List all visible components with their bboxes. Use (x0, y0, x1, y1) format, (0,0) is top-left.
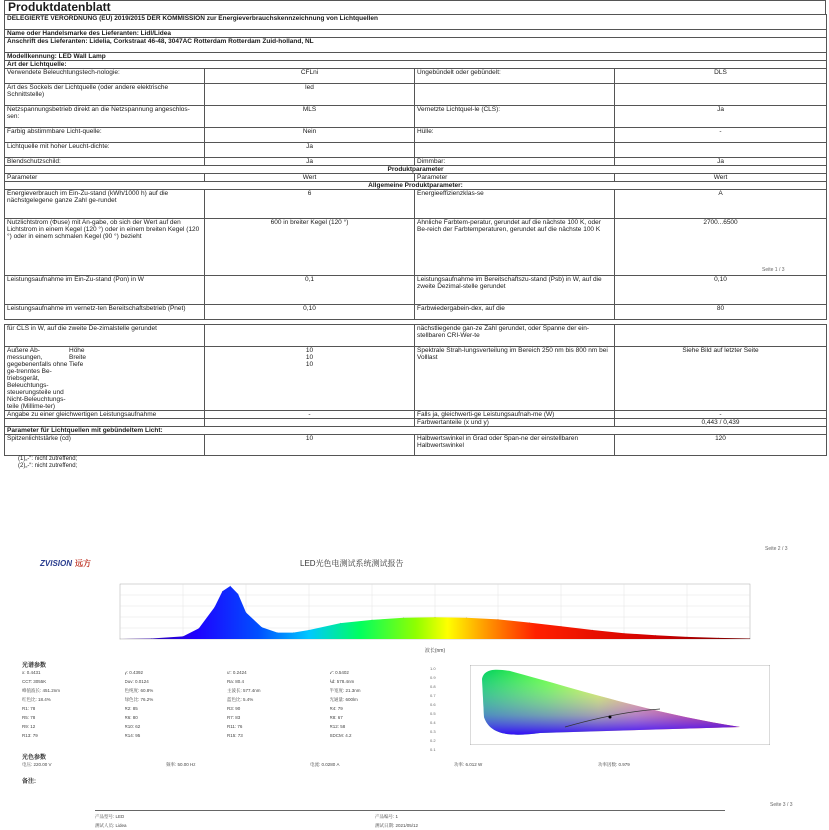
general-param-row (5, 190, 827, 219)
light-source-row (5, 143, 827, 158)
scale-tick: 0.1 (430, 747, 436, 752)
param-value: 600 in breiter Kegel (120 °) (205, 219, 415, 276)
param-value: 0,10 (615, 276, 827, 305)
spd-point (561, 626, 562, 627)
param-value: 0,1 (205, 276, 415, 305)
param-value: led (205, 84, 415, 106)
colorimetric-params (22, 760, 742, 769)
light-source-row (5, 84, 827, 106)
light-source-row (5, 106, 827, 128)
cri-value (615, 325, 827, 347)
spd-point (340, 623, 341, 624)
param-cell: 蓝色比: 5.4% (227, 697, 254, 702)
spd-point (718, 638, 719, 639)
footer-cell: 测试人员: Lidea (95, 823, 127, 828)
param-value: 6 (205, 190, 415, 219)
dimension-label: Höhe (69, 347, 85, 354)
param-cell: R8: 67 (329, 715, 343, 720)
spectral-value: Siehe Bild auf letzter Seite (615, 347, 827, 411)
param-value: 2700...6500 (615, 219, 827, 276)
param-cell: R6: 80 (124, 715, 138, 720)
param-cell: SDCM: 4.2 (329, 733, 352, 738)
sheet-title: Produktdatenblatt (4, 0, 826, 14)
param-label: Verwendete Beleuchtungstech-nologie: (5, 69, 205, 84)
equiv-power-w-label: Falls ja, gleichwerti-ge Leistungsaufnah-me (W) (415, 411, 615, 419)
param-row (22, 668, 432, 677)
light-source-row (5, 158, 827, 166)
dimension-list (69, 347, 202, 410)
logo-text: ZVISION (40, 559, 73, 568)
param-row (22, 695, 432, 704)
param-row (22, 686, 432, 695)
param-cell: Duv: 0.0124 (124, 679, 149, 684)
cls-power-label: für CLS in W, auf die zweite De-zimalstelle gerundet (5, 325, 205, 347)
spd-point (372, 620, 373, 621)
equiv-power-w-value: - (615, 411, 827, 419)
model-id: Modellkennung: LED Wall Lamp (5, 53, 827, 61)
brand-logo (40, 558, 91, 569)
dimension-label: Tiefe (69, 361, 84, 368)
param-cell: R12: 58 (329, 724, 346, 729)
chromaticity-value: 0,443 / 0,439 (615, 419, 827, 427)
spd-point (403, 617, 404, 618)
spd-point (277, 632, 278, 633)
equiv-power-label: Angabe zu einer gleichwertigen Leistungsaufnahme (5, 411, 205, 419)
spd-point (261, 627, 262, 628)
param-value: - (615, 128, 827, 143)
footer-cell: 产品编号: 1 (375, 814, 399, 819)
param-label: Blendschutzschild: (5, 158, 205, 166)
param-label: Nutzlichtstrom (Φuse) mit An-gabe, ob sich der Wert auf den Lichtstrom in einem Kegel (120 °) oder in einem breiten Kegel (120 °) oder in einem schmalen Kegel (90 °) bezieht (5, 219, 205, 276)
peak-intensity-value: 10 (205, 435, 415, 456)
param-cell: R1: 78 (22, 706, 36, 711)
spd-point (498, 619, 499, 620)
page-number-1: Seite 1 / 3 (762, 267, 785, 273)
electrical-cell: 功率: 6.012 W (454, 762, 483, 767)
scale-column (430, 664, 458, 754)
spd-point (293, 632, 294, 633)
param-cell: CCT: 3055K (22, 679, 47, 684)
param-value: A (615, 190, 827, 219)
param-cell: R15: 73 (227, 733, 243, 738)
cie-chromaticity-diagram (470, 665, 770, 745)
param-label: Vernetzte Lichtquel-le (CLS): (415, 106, 615, 128)
param-cell: R13: 79 (22, 733, 38, 738)
beam-angle-label: Halbwertswinkel in Grad oder Span-ne der einstellbaren Halbwertswinkel (415, 435, 615, 456)
scale-tick: 0.8 (430, 684, 436, 689)
param-cell: R3: 90 (227, 706, 241, 711)
dimension-value: 10 (305, 347, 314, 354)
param-value: Ja (205, 158, 415, 166)
param-cell: 绿色比: 76.2% (124, 697, 154, 702)
param-value: CFLni (205, 69, 415, 84)
spectrum-report (0, 540, 829, 829)
logo-cn: 远方 (75, 559, 92, 568)
col-value-1: Wert (205, 174, 415, 182)
spd-point (435, 617, 436, 618)
dimension-value: 10 (305, 354, 314, 361)
param-cell: λd: 578.4nm (329, 679, 355, 684)
param-cell: R7: 83 (227, 715, 241, 720)
param-label: Dimmbar: (415, 158, 615, 166)
product-data-sheet (4, 0, 826, 470)
param-cell: 光通量: 600lm (329, 697, 358, 702)
spd-point (151, 638, 152, 639)
param-label: Lichtquelle mit hoher Leucht-dichte: (5, 143, 205, 158)
param-label: Netzspannungsbetrieb direkt an die Netzspannung angeschlos-sen: (5, 106, 205, 128)
spd-point (183, 636, 184, 637)
cls-power-value (205, 325, 415, 347)
scale-tick: 1.0 (430, 666, 436, 671)
param-cell: R5: 78 (22, 715, 36, 720)
spd-point (230, 586, 231, 587)
cri-label: nächstliegende gan-ze Zahl gerundet, oder Spanne der ein-stellbaren CRI-Wer-te (415, 325, 615, 347)
param-value: Ja (615, 106, 827, 128)
light-source-type: Art der Lichtquelle: (5, 61, 827, 69)
param-label: Energieverbrauch im Ein-Zu-stand (kWh/1000 h) auf die nächstgelegene ganze Zahl ge-rundet (5, 190, 205, 219)
light-source-row (5, 69, 827, 84)
empty-cell (205, 419, 415, 427)
param-value: 80 (615, 305, 827, 320)
product-table-cont (4, 324, 827, 456)
param-label: Leistungsaufnahme im Ein-Zu-stand (Pon) in W (5, 276, 205, 305)
scale-tick: 0.6 (430, 702, 436, 707)
param-label: Farbwiedergabein-dex, auf die (415, 305, 615, 320)
param-cell: 主波长: 577.4nm (227, 688, 261, 693)
dimensions-label: Äußere Ab-messungen, gegebenenfalls ohne ge-trenntes Be-triebsgerät, Beleuchtungs-steuerungsteile und Nicht-Beleuchtungs-teile (Millime-ter) (7, 347, 68, 410)
param-cell: 半宽度: 21.3nm (329, 688, 361, 693)
param-value: Ja (205, 143, 415, 158)
param-value (615, 84, 827, 106)
chromaticity-label: Farbwertanteile (x und y) (415, 419, 615, 427)
param-cell: R10: 62 (124, 724, 141, 729)
spd-point (466, 617, 467, 618)
spd-point (687, 637, 688, 638)
report-title: LED光色电测试系统测试报告 (300, 559, 404, 568)
spectral-label: Spektrale Strah-lungsverteilung im Bereich 250 nm bis 800 nm bei Volllast (415, 347, 615, 411)
param-cell: x: 0.4431 (22, 670, 41, 675)
param-cell: R2: 85 (124, 706, 138, 711)
param-cell: 红色比: 18.4% (22, 697, 51, 702)
param-cell: 峰值波长: 451.2nm (22, 688, 61, 693)
general-param-row (5, 305, 827, 320)
param-cell: R14: 95 (124, 733, 141, 738)
param-value: Ja (615, 158, 827, 166)
regulation-text: DELEGIERTE VERORDNUNG (EU) 2019/2015 DER KOMMISSION zur Energieverbrauchskennzeichnung von Lichtquellen (5, 15, 827, 30)
param-cell: R4: 79 (329, 706, 343, 711)
page-number-3: Seite 3 / 3 (770, 802, 793, 808)
x-axis-label: 波长(nm) (424, 648, 446, 654)
footer-divider (95, 810, 725, 811)
param-cell: u': 0.2424 (227, 670, 247, 675)
directional-header: Parameter für Lichtquellen mit gebündeltem Licht: (5, 427, 827, 435)
electrical-cell: 电流: 0.0280 A (310, 762, 340, 767)
param-value: MLS (205, 106, 415, 128)
electrical-cell: 功率因数: 0.979 (598, 762, 630, 767)
general-param-row (5, 276, 827, 305)
chromaticity-point (609, 716, 612, 719)
dimensions-cell (5, 347, 205, 411)
general-param-row (5, 219, 827, 276)
rows-general-params (5, 190, 827, 320)
param-label: Leistungsaufnahme im Bereitschaftszu-stand (Psb) in W, auf die zweite Dezimal-stelle gerundet (415, 276, 615, 305)
scale-tick: 0.9 (430, 675, 436, 680)
param-label: Leistungsaufnahme im vernetz-ten Bereitschaftsbetrieb (Pnet) (5, 305, 205, 320)
param-label: Energieeffizienzklas-se (415, 190, 615, 219)
photometric-params (22, 668, 432, 740)
product-table (4, 14, 827, 320)
param-row (22, 722, 432, 731)
param-label: Ähnliche Farbtem-peratur, gerundet auf die nächste 100 K, oder Be-reich der Farbtemperaturen, gerundet auf die nächste 100 K (415, 219, 615, 276)
section-photometric: 光谱参数 (22, 663, 47, 669)
footnote-2: (2)„-“: nicht zutreffend; (18, 463, 78, 469)
scale-tick: 0.2 (430, 738, 436, 743)
section-colorimetric: 光色参数 (22, 755, 47, 761)
param-cell: Ra: 80.4 (227, 679, 245, 684)
spd-point (238, 594, 239, 595)
spd-point (655, 635, 656, 636)
scale-tick: 0.3 (430, 729, 436, 734)
col-param-2: Parameter (415, 174, 615, 182)
param-row (22, 731, 432, 740)
electrical-row (22, 760, 742, 769)
param-cell: R9: 12 (22, 724, 36, 729)
param-value: DLS (615, 69, 827, 84)
spd-point (246, 612, 247, 613)
light-source-row (5, 128, 827, 143)
param-label: Farbig abstimmbare Licht-quelle: (5, 128, 205, 143)
dimension-label: Breite (69, 354, 86, 361)
spectrum-chart (95, 582, 755, 657)
param-cell: y: 0.4392 (124, 670, 144, 675)
param-cell: 色纯度: 60.8% (124, 688, 154, 693)
footer-cell: 测试日期: 2021/05/12 (375, 823, 419, 828)
spd-point (222, 591, 223, 592)
dimension-value: 10 (305, 361, 314, 368)
param-value: Nein (205, 128, 415, 143)
supplier-address: Anschrift des Lieferanten: Lidelia, Corkstraat 46-48, 3047AC Rotterdam Rotterdam Zuid-holland, NL (5, 38, 827, 53)
footer-cell: 产品型号: LED (95, 814, 125, 819)
spd-point (592, 630, 593, 631)
param-label: Art des Sockels der Lichtquelle (oder andere elektrische Schnittstelle) (5, 84, 205, 106)
empty-cell (5, 419, 205, 427)
dimension-value-list (207, 347, 412, 368)
param-cell: R11: 76 (227, 724, 243, 729)
param-cell: v': 0.5402 (329, 670, 349, 675)
electrical-cell: 频率: 50.00 Hz (166, 762, 196, 767)
spd-point (750, 638, 751, 639)
spd-point (529, 622, 530, 623)
rows-light-source (5, 69, 827, 166)
param-row (22, 713, 432, 722)
param-row (22, 704, 432, 713)
col-value-2: Wert (615, 174, 827, 182)
spd-point (198, 628, 199, 629)
spd-point (624, 633, 625, 634)
peak-intensity-label: Spitzenlichtstärke (cd) (5, 435, 205, 456)
supplier-name: Name oder Handelsmarke des Lieferanten: Lidl/Lidea (5, 30, 827, 38)
section-remarks: 备注: (22, 779, 36, 785)
product-params-header: Produktparameter (5, 166, 827, 174)
param-value (615, 143, 827, 158)
dimension-values (205, 347, 415, 411)
report-footer (95, 812, 655, 830)
spd-point (309, 630, 310, 631)
param-label (415, 84, 615, 106)
general-params-header: Allgemeine Produktparameter: (5, 182, 827, 190)
page-number-2: Seite 2 / 3 (765, 546, 788, 552)
spd-point (214, 607, 215, 608)
scale-tick: 0.5 (430, 711, 436, 716)
footer-row (95, 812, 655, 821)
spd-point (120, 639, 121, 640)
scale-tick: 0.7 (430, 693, 436, 698)
param-row (22, 677, 432, 686)
equiv-power-value: - (205, 411, 415, 419)
beam-angle-value: 120 (615, 435, 827, 456)
param-label: Hülle: (415, 128, 615, 143)
param-label (415, 143, 615, 158)
scale-tick: 0.4 (430, 720, 436, 725)
electrical-cell: 电压: 220.00 V (22, 762, 52, 767)
param-label: Ungebündelt oder gebündelt: (415, 69, 615, 84)
param-value: 0,10 (205, 305, 415, 320)
footnote-1: (1)„-“: nicht zutreffend; (18, 456, 78, 462)
col-param-1: Parameter (5, 174, 205, 182)
